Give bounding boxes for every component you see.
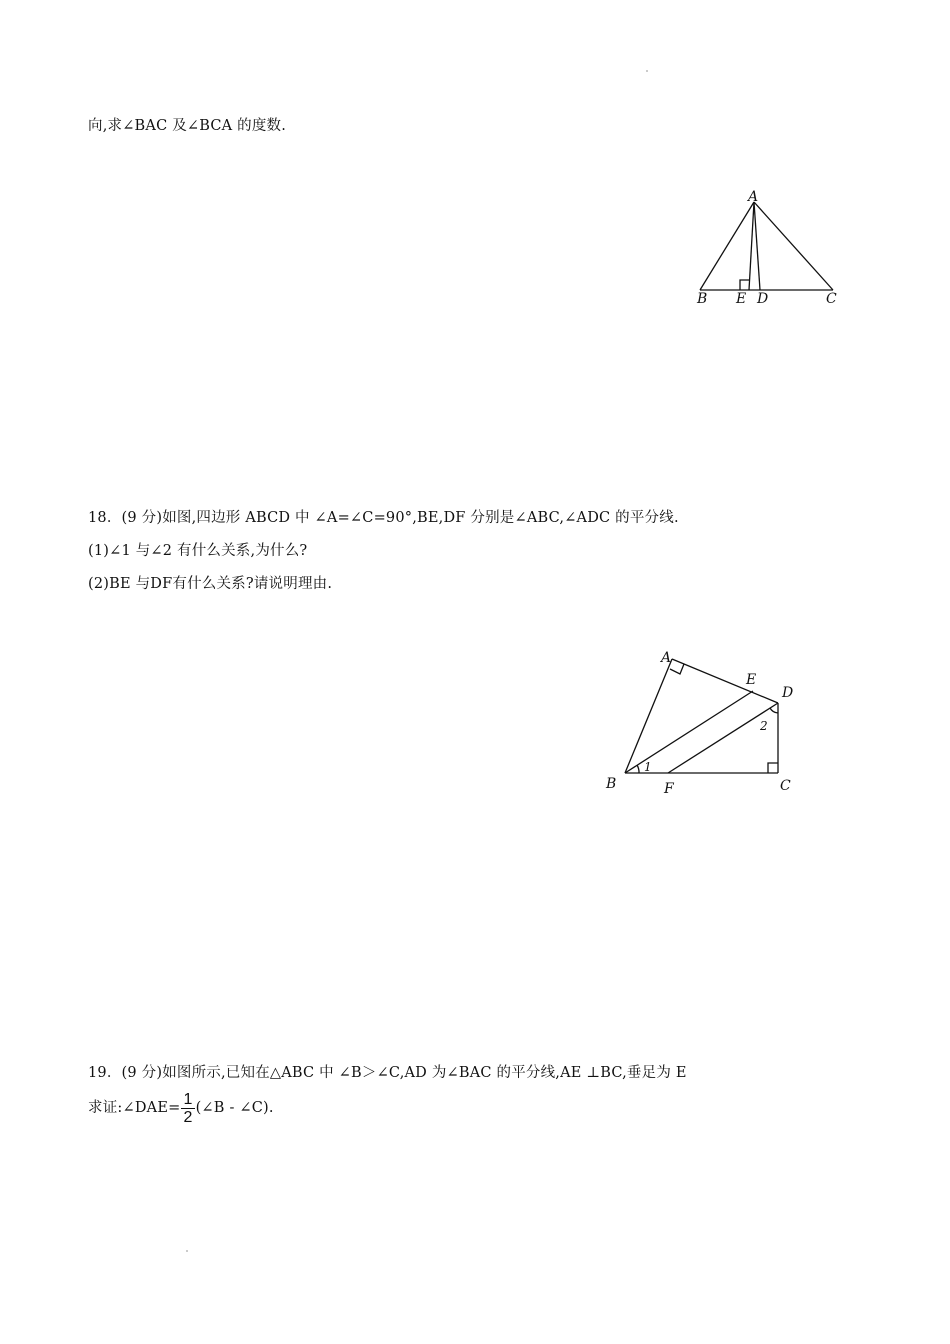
scan-speck — [186, 1250, 188, 1252]
label-a: A — [661, 650, 672, 666]
label-c: C — [780, 778, 791, 794]
figure-18-quadrilateral — [600, 645, 820, 800]
label-d: D — [757, 291, 769, 307]
question-18-part2: (2)BE 与DF有什么关系?请说明理由. — [88, 576, 333, 592]
label-angle-1: 1 — [644, 760, 652, 774]
segment-df — [668, 703, 778, 773]
question-19-stem: 19．(9 分)如图所示,已知在△ABC 中 ∠B＞∠C,AD 为∠BAC 的平分线,AE ⊥BC,垂足为 E — [88, 1065, 687, 1081]
segment-ae — [749, 202, 754, 290]
label-c: C — [826, 291, 837, 307]
label-d: D — [782, 685, 794, 701]
label-e: E — [746, 672, 757, 688]
label-b: B — [697, 291, 708, 307]
scan-speck — [646, 70, 648, 72]
question-17-text: 向,求∠BAC 及∠BCA 的度数. — [88, 118, 287, 134]
question-18-stem: 18．(9 分)如图,四边形 ABCD 中 ∠A=∠C=90°,BE,DF 分别是∠ABC,∠ADC 的平分线. — [88, 510, 679, 526]
fraction-one-half — [181, 1091, 194, 1126]
proof-prefix: 求证:∠DAE= — [88, 1100, 181, 1116]
figure-17-triangle — [690, 188, 850, 313]
question-19-proof — [88, 1088, 274, 1128]
label-b: B — [606, 776, 617, 792]
angle-1-arc — [637, 765, 639, 773]
label-f: F — [664, 781, 674, 797]
label-e: E — [736, 291, 747, 307]
fraction-denominator: 2 — [183, 1108, 193, 1126]
label-a: A — [748, 189, 759, 205]
label-angle-2: 2 — [760, 719, 768, 733]
segment-ab — [700, 202, 754, 290]
segment-ab — [625, 659, 672, 773]
right-angle-mark-a — [670, 664, 684, 674]
segment-ac — [754, 202, 833, 290]
question-18-part1: (1)∠1 与∠2 有什么关系,为什么? — [88, 543, 308, 559]
right-angle-mark-c — [768, 763, 778, 773]
proof-suffix: (∠B - ∠C). — [195, 1100, 274, 1116]
segment-ad — [754, 202, 760, 290]
segment-ad — [672, 659, 778, 703]
right-angle-mark — [740, 280, 749, 290]
fraction-numerator: 1 — [183, 1090, 193, 1108]
angle-2-arc — [770, 708, 778, 713]
